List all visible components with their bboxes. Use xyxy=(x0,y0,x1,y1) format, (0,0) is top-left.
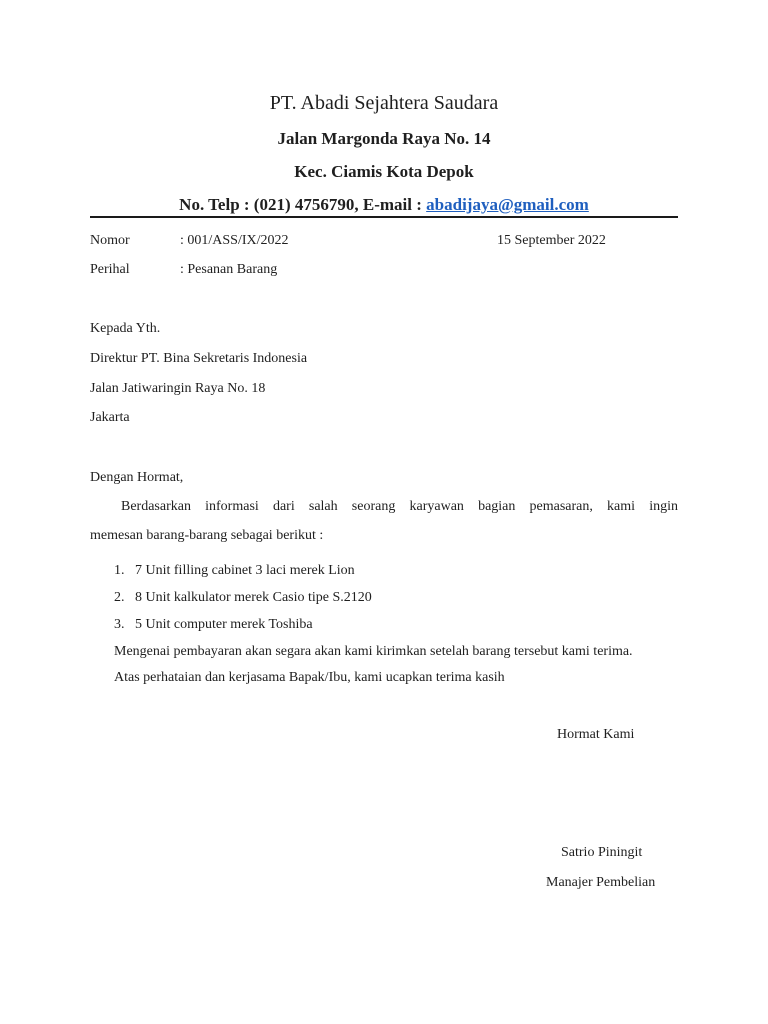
recipient-line1: Kepada Yth. xyxy=(90,321,161,336)
perihal-value: : Pesanan Barang xyxy=(180,262,278,277)
list-item: 7 Unit filling cabinet 3 laci merek Lion xyxy=(135,563,355,578)
closing-paragraph: Atas perhataian dan kerjasama Bapak/Ibu, kami ucapkan terima kasih xyxy=(114,670,505,685)
payment-paragraph: Mengenai pembayaran akan segara akan kami kirimkan setelah barang tersebut kami terima. xyxy=(114,644,633,659)
signatory-title: Manajer Pembelian xyxy=(546,875,656,890)
nomor-value: : 001/ASS/IX/2022 xyxy=(180,233,289,248)
company-address-line2: Kec. Ciamis Kota Depok xyxy=(294,162,474,181)
company-name: PT. Abadi Sejahtera Saudara xyxy=(269,92,499,114)
greeting: Dengan Hormat, xyxy=(90,470,184,485)
list-item-number: 3. xyxy=(114,617,125,632)
list-item-number: 1. xyxy=(114,563,125,578)
intro-line1: Berdasarkan informasi dari salah seorang karyawan bagian pemasaran, kami ingin xyxy=(121,499,678,514)
email-link[interactable]: abadijaya@gmail.com xyxy=(426,195,589,214)
contact-phone: No. Telp : (021) 4756790, E-mail : xyxy=(179,195,427,214)
list-item: 8 Unit kalkulator merek Casio tipe S.2120 xyxy=(135,590,372,605)
company-contact xyxy=(0,195,768,215)
list-item-number: 2. xyxy=(114,590,125,605)
perihal-label: Perihal xyxy=(90,262,130,277)
recipient-line3: Jalan Jatiwaringin Raya No. 18 xyxy=(90,381,266,396)
company-address-line1: Jalan Margonda Raya No. 14 xyxy=(277,129,491,148)
recipient-line4: Jakarta xyxy=(90,410,130,425)
letter-date: 15 September 2022 xyxy=(497,233,606,248)
nomor-label: Nomor xyxy=(90,233,130,248)
signatory-name: Satrio Piningit xyxy=(561,845,643,860)
recipient-line2: Direktur PT. Bina Sekretaris Indonesia xyxy=(90,351,308,366)
list-item: 5 Unit computer merek Toshiba xyxy=(135,617,313,632)
intro-line2: memesan barang-barang sebagai berikut : xyxy=(90,528,324,543)
signature-salutation: Hormat Kami xyxy=(557,727,635,742)
letterhead-divider xyxy=(90,216,678,218)
